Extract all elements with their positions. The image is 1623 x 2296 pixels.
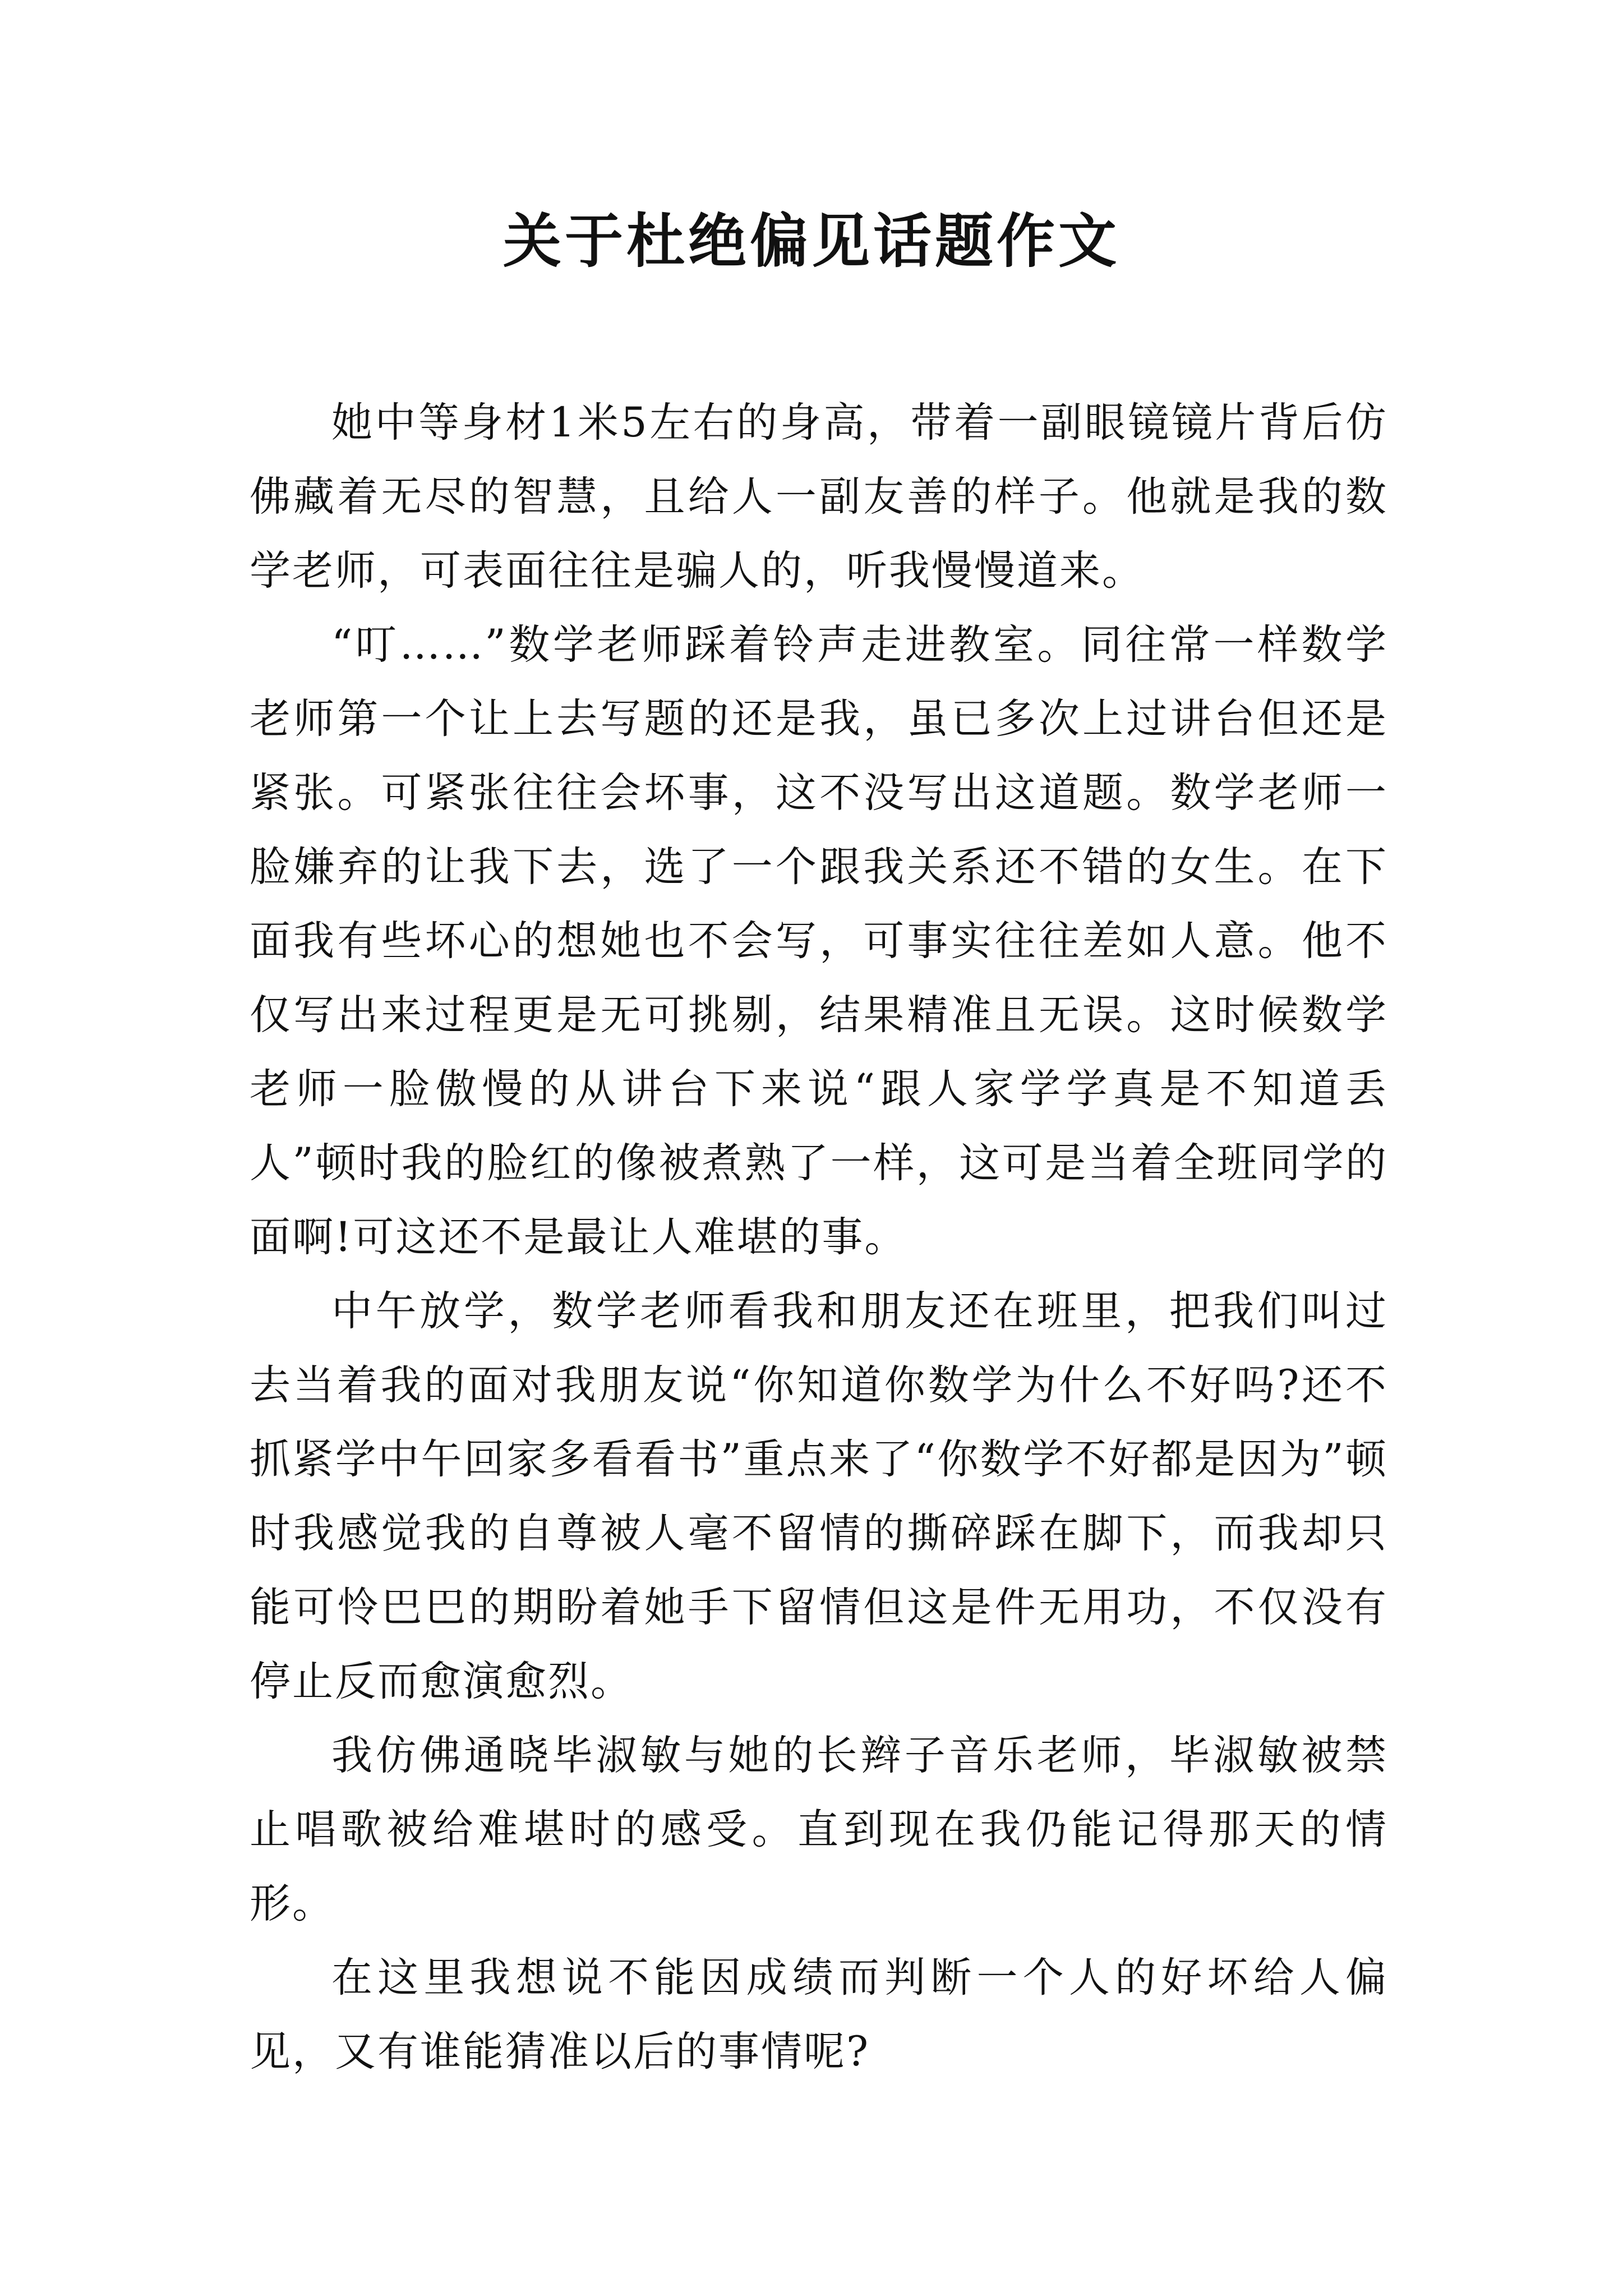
paragraph-4: 我仿佛通晓毕淑敏与她的长辫子音乐老师，毕淑敏被禁止唱歌被给难堪时的感受。直到现在我仍能记得那天的情形。	[250, 1732, 1388, 1927]
paragraph-2: “叮……”数学老师踩着铃声走进教室。同往常一样数学老师第一个让上去写题的还是我，虽已多次上过讲台但还是紧张。可紧张往往会坏事，这不没写出这道题。数学老师一脸嫌弃的让我下去，选了一个跟我关系还不错的女生。在下面我有些坏心的想她也不会写，可事实往往差如人意。他不仅写出来过程更是无可挑剔，结果精准且无误。这时候数学老师一脸傲慢的从讲台下来说“跟人家学学真是不知道丢人”顿时我的脸红的像被煮熟了一样，这可是当着全班同学的面啊!可这还不是最让人难堪的事。	[250, 621, 1388, 1261]
paragraph-3: 中午放学，数学老师看我和朋友还在班里，把我们叫过去当着我的面对我朋友说“你知道你数学为什么不好吗?还不抓紧学中午回家多看看书”重点来了“你数学不好都是因为”顿时我感觉我的自尊被人毫不留情的撕碎踩在脚下，而我却只能可怜巴巴的期盼着她手下留情但这是件无用功，不仅没有停止反而愈演愈烈。	[250, 1287, 1388, 1705]
paragraph-5: 在这里我想说不能因成绩而判断一个人的好坏给人偏见，又有谁能猜准以后的事情呢?	[250, 1954, 1388, 2076]
paragraph-1: 她中等身材1米5左右的身高，带着一副眼镜镜片背后仿佛藏着无尽的智慧，且给人一副友善的样子。他就是我的数学老师，可表面往往是骗人的，听我慢慢道来。	[250, 399, 1388, 595]
document-body	[250, 386, 1388, 2089]
document-title: 关于杜绝偏见话题作文	[502, 206, 1120, 275]
